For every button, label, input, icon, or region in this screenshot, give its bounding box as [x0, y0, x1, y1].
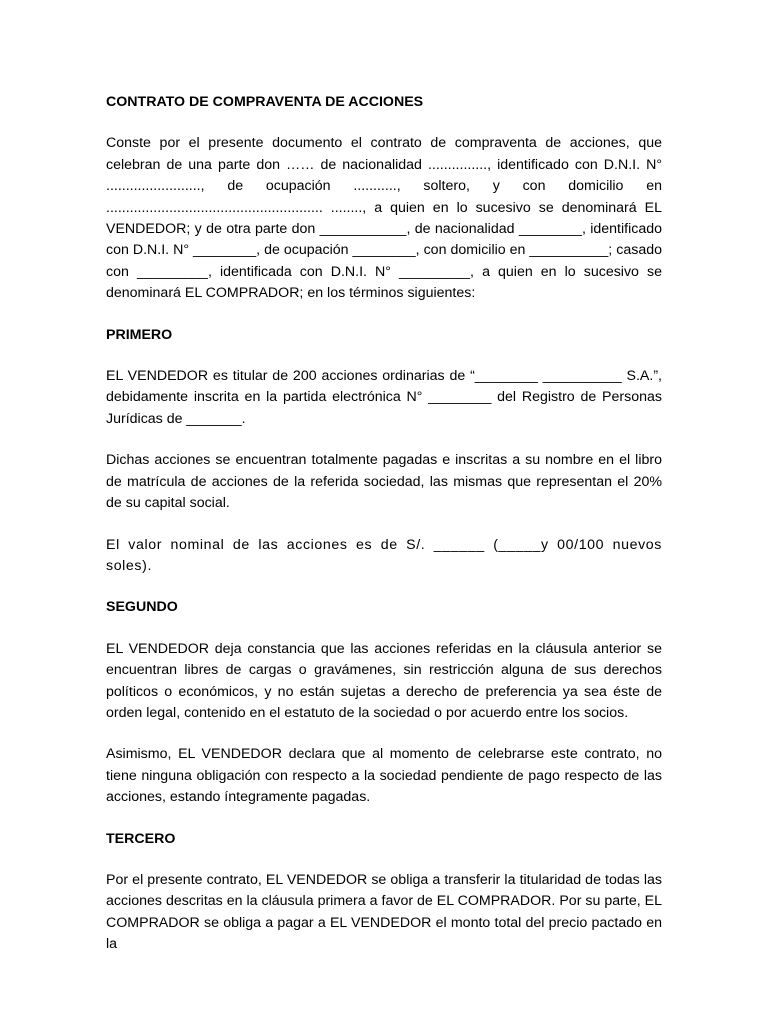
tercero-paragraph-1: Por el presente contrato, EL VENDEDOR se obliga a transferir la titularidad de todas las acciones descritas en la cláusula primera a favor de EL COMPRADOR. Por su parte, EL COMPRADOR se obliga a pagar a EL VENDEDOR el monto total del precio pactado en la — [106, 871, 662, 953]
section-heading-primero: PRIMERO — [106, 326, 173, 343]
section-heading-segundo: SEGUNDO — [106, 599, 178, 616]
intro-paragraph: Conste por el presente documento el contrato de compraventa de acciones, que celebran de una parte don …… de nacionalidad ..............., identificado con D.N.I. N° ........................, de ocupación ..........., soltero, y con domicilio en ....................................................... ........, a quien en lo sucesivo se denominará EL VENDEDOR; y de otra parte don ___________, de nacionalidad ________, identificado con D.N.I. N° ________, de ocupación ________, con domicilio en __________; casado con _________, identificada con D.N.I. N° _________, a quien en lo sucesivo se denominará EL COMPRADOR; en los términos siguientes: — [106, 135, 662, 302]
segundo-paragraph-1: EL VENDEDOR deja constancia que las acciones referidas en la cláusula anterior se encuentran libres de cargas o gravámenes, sin restricción alguna de sus derechos políticos o económicos, y no están sujetas a derecho de preferencia ya sea éste de orden legal, contenido en el estatuto de la sociedad o por acuerdo entre los socios. — [106, 640, 662, 721]
document-title: CONTRATO DE COMPRAVENTA DE ACCIONES — [106, 94, 424, 110]
segundo-paragraph-2: Asimismo, EL VENDEDOR declara que al momento de celebrarse este contrato, no tiene ninguna obligación con respecto a la sociedad pendiente de pago respecto de las acciones, estando íntegramente pagadas. — [106, 746, 662, 806]
primero-paragraph-3: El valor nominal de las acciones es de S/. ______ (_____y 00/100 nuevos soles). — [106, 536, 662, 574]
primero-paragraph-2: Dichas acciones se encuentran totalmente pagadas e inscritas a su nombre en el libro de matrícula de acciones de la referida sociedad, las mismas que representan el 20% de su capital social. — [106, 452, 662, 512]
section-heading-tercero: TERCERO — [106, 830, 176, 847]
primero-paragraph-1: EL VENDEDOR es titular de 200 acciones ordinarias de “________ __________ S.A.”, debidamente inscrita en la partida electrónica N° ________ del Registro de Personas Jurídicas de _______. — [106, 368, 662, 427]
